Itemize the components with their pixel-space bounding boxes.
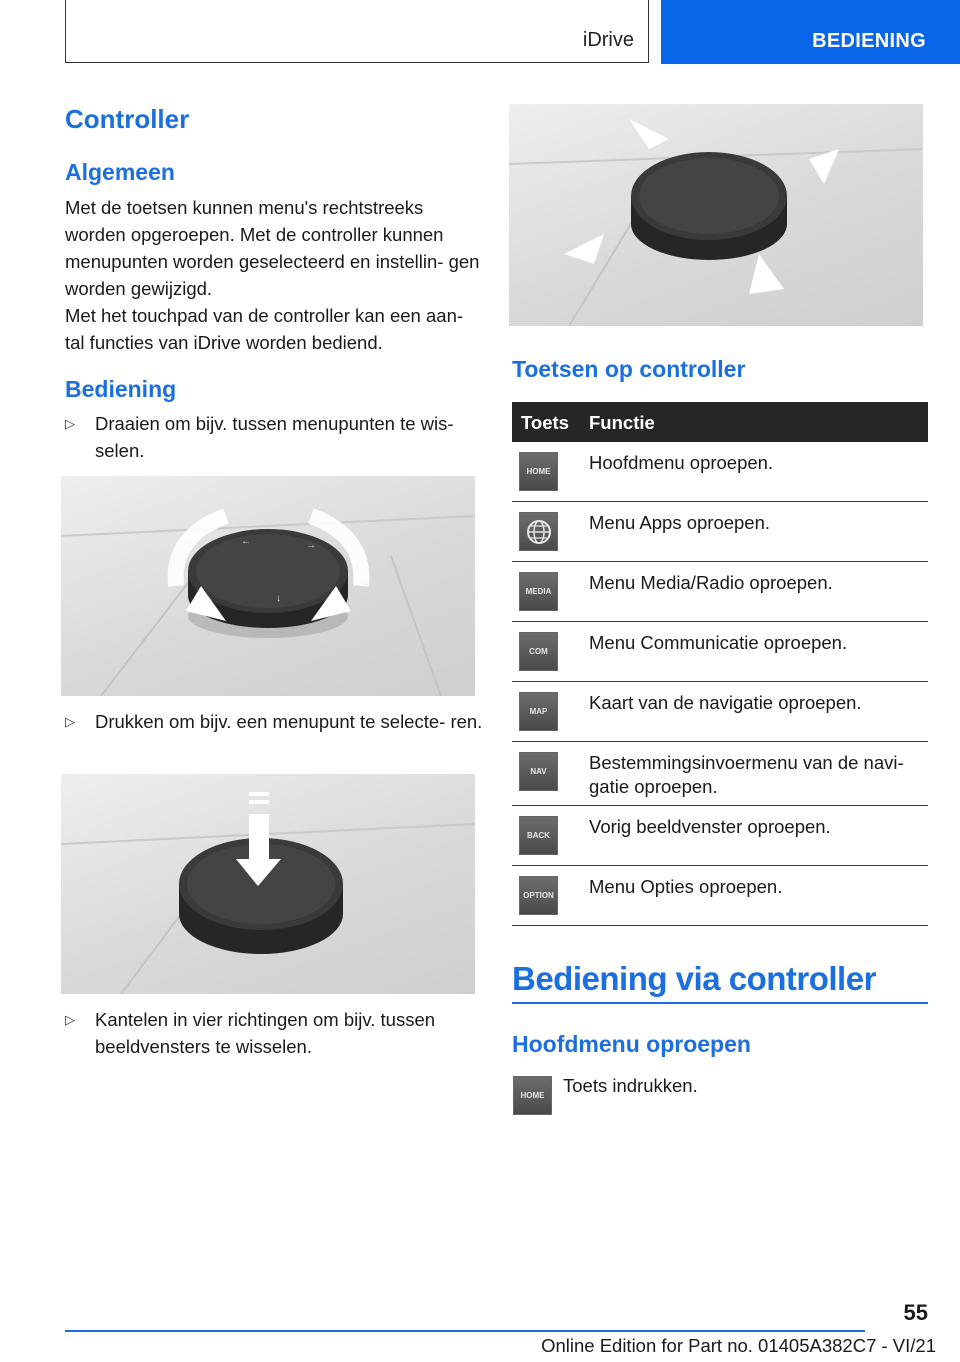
table-row <box>512 806 928 866</box>
column-header-function: Functie <box>589 412 655 433</box>
map-key-icon: MAP <box>519 692 558 731</box>
table-row <box>512 742 928 806</box>
section-rule <box>512 1002 928 1004</box>
key-function: Kaart van de navigatie oproepen. <box>589 692 862 713</box>
svg-text:↓: ↓ <box>276 593 281 604</box>
section-heading: Bediening via controller <box>512 960 876 997</box>
svg-text:←: ← <box>241 536 251 547</box>
bullet-rotate <box>65 410 485 466</box>
bullet-text: Kantelen in vier richtingen om bijv. tussen beeldvensters te wisselen. <box>95 1009 436 1057</box>
bullet-text: Drukken om bijv. een menupunt te selecte- ren. <box>95 711 483 732</box>
header-section-box <box>65 0 649 63</box>
column-header-key: Toets <box>521 412 569 433</box>
bullet-press <box>65 708 485 764</box>
main-menu-instruction: Toets indrukken. <box>563 1075 698 1096</box>
header-chapter-label: BEDIENING <box>812 30 926 52</box>
back-key-icon: BACK <box>519 816 558 855</box>
nav-key-icon: NAV <box>519 752 558 791</box>
controller-press-illustration <box>61 774 475 994</box>
main-menu-heading: Hoofdmenu oproepen <box>512 1031 751 1057</box>
key-function: Hoofdmenu oproepen. <box>589 452 774 473</box>
table-row <box>512 442 928 502</box>
operation-heading: Bediening <box>65 376 177 402</box>
edition-footer: Online Edition for Part no. 01405A382C7 - VI/21 <box>541 1335 936 1356</box>
general-heading: Algemeen <box>65 159 175 185</box>
controller-rotate-illustration <box>61 476 475 696</box>
key-function: Vorig beeldvenster oproepen. <box>589 816 831 837</box>
table-row <box>512 622 928 682</box>
table-row <box>512 562 928 622</box>
bullet-text: Draaien om bijv. tussen menupunten te wis- selen. <box>95 413 454 461</box>
page-title: Controller <box>65 104 190 134</box>
key-function: Menu Opties oproepen. <box>589 876 783 897</box>
table-row <box>512 682 928 742</box>
key-function: Menu Media/Radio oproepen. <box>589 572 833 593</box>
footer-rule <box>65 1330 865 1332</box>
table-row <box>512 502 928 562</box>
apps-globe-icon <box>519 512 558 551</box>
key-function: Menu Apps oproepen. <box>589 512 771 533</box>
table-row <box>512 866 928 926</box>
controller-keys-table <box>512 402 928 926</box>
triangle-bullet-icon: ▷ <box>65 1012 75 1027</box>
com-key-icon: COM <box>519 632 558 671</box>
bullet-tilt <box>65 1006 485 1062</box>
svg-text:→: → <box>306 540 316 551</box>
header-chapter-tab <box>661 0 960 64</box>
home-key-icon: HOME <box>519 452 558 491</box>
key-function: Menu Communicatie oproepen. <box>589 632 848 653</box>
general-paragraph-2: Met het touchpad van de controller kan een aan- tal functies van iDrive worden bediend. <box>65 305 464 353</box>
triangle-bullet-icon: ▷ <box>65 714 75 729</box>
home-key-icon: HOME <box>513 1076 552 1115</box>
general-paragraph-1: Met de toetsen kunnen menu's rechtstreeks worden opgeroepen. Met de controller kunnen menupunten worden geselecteerd en instellin- gen worden gewijzigd. <box>65 197 480 299</box>
table-header <box>512 402 928 442</box>
page-number: 55 <box>903 1300 928 1325</box>
key-function: Bestemmingsinvoermenu van de navi- gatie oproepen. <box>589 752 904 797</box>
triangle-bullet-icon: ▷ <box>65 416 75 431</box>
header-section-label: iDrive <box>582 29 634 51</box>
option-key-icon: OPTION <box>519 876 558 915</box>
keys-heading: Toetsen op controller <box>512 356 746 382</box>
media-key-icon: MEDIA <box>519 572 558 611</box>
controller-tilt-illustration <box>509 104 923 326</box>
